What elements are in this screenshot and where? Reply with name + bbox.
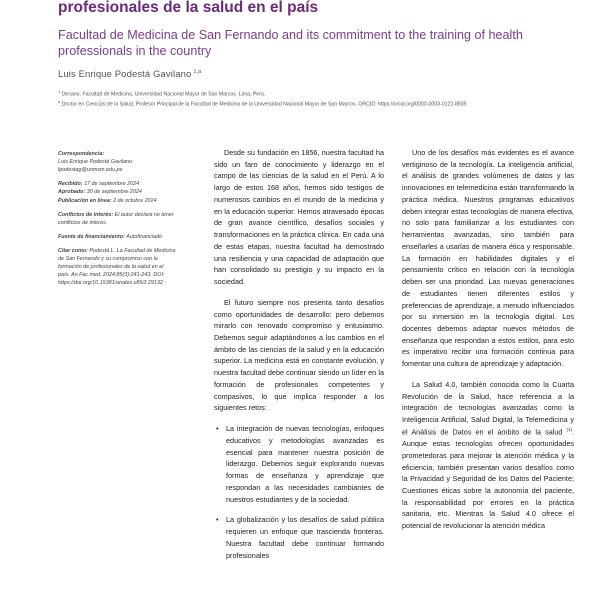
health-4-0-text: La Salud 4.0, también conocida como la Cuarta Revolución de la Salud, hace referencia a la integración de tecnologías avanzadas como la Inteligencia Artificial, Salud Digital, la Telemedicina y el Análisis de Datos en el ámbito de la salud (402, 379, 574, 437)
cite-value: Podestá L. La Facultad de Medicina de San Fernando y su compromiso con la formación de profesionales de la salud en el país. An Fac med. 2024;85(3):241-243. DOI: https://doi.org/10.15381/anales.v85i3.29132 (58, 247, 176, 287)
article-info-sidebar (58, 150, 176, 294)
article-title-spanish: profesionales de la salud en el país (58, 0, 319, 16)
approved-value: 30 de septiembre 2024 (86, 189, 142, 196)
body-column-2 (402, 147, 574, 541)
paragraph-technology-challenge: Uno de los desafíos más evidentes es el avance vertiginoso de la tecnología. La inteligencia artificial, el análisis de grandes volúmenes de datos y las innovaciones en telemedicina están transformando la práctica médica. Nuestros programas educativos deben integrar estas tecnologías de manera efectiva, no solo para familiarizar a los estudiantes con herramientas avanzadas, sino también para enseñarles a usarlas de manera ética y responsable. La formación en habilidades digitales y el pensamiento crítico en relación con la tecnología deben ser una prioridad. Las nuevas generaciones de estudiantes tienen diferentes estilos y preferencias de aprendizaje, a menudo influenciados por su inmersión en la tecnología digital. Los docentes debemos adaptar nuevos métodos de enseñanza que respondan a estos estilos, para esto es imperativo recibir una formación continua para fomentar una cultura de aprendizaje y adaptación. (402, 148, 574, 369)
list-item-technology-text: La integración de nuevas tecnologías, enfoques educativos y metodologías avanzadas es esencial para mantener nuestra posición de liderazgo. Debemos seguir explorando nuevas formas de enseñanza y aprendizaje que respondan a las necesidades cambiantes de nuestros estudiantes y de la sociedad. (226, 424, 384, 504)
funding-value: Autofinanciado (126, 233, 162, 240)
approved-label: Aprobado: (58, 189, 86, 196)
published-label: Publicación en línea: (58, 197, 112, 204)
bullet-icon: • (216, 424, 219, 434)
published-value: 2 de octubre 2024 (113, 197, 157, 204)
author-name: Luis Enrique Podestá Gavilano (58, 69, 192, 81)
paragraph-history: Desde su fundación en 1856, nuestra facultad ha sido un faro de conocimiento y liderazgo en el campo de las ciencias de la salud en el Perú. A lo largo de estos 168 años, hemos sido testigos de numerosos cambios en el mundo de la medicina y en la educación superior. Hemos atravesado épocas de gran avance científico, desafíos sociales y transformaciones en la práctica clínica. En cada una de estas etapas, nuestra facultad ha demostrado una resiliencia y una capacidad de adaptación que han consolidado su prestigio y su impacto en la sociedad. (214, 148, 384, 287)
author-sup: 1,a (193, 69, 202, 75)
list-item-globalization-text: La globalización y los desafíos de salud pública requieren un enfoque que trascienda fronteras. Nuestra facultad debe continuar formando profesionales (226, 515, 384, 560)
correspondence-block (58, 150, 176, 174)
citation-ref-1[interactable]: (1) (566, 426, 572, 432)
article-title-english: Facultad de Medicina de San Fernando and its commitment to the training of health professionals in the country (58, 28, 523, 59)
list-item-technology (214, 423, 384, 505)
correspondence-email[interactable]: lpodestag@unmsm.edu.pe (58, 167, 123, 174)
list-item-globalization (214, 514, 384, 561)
affiliation-1-text: Decano, Facultad de Medicina, Universidad Nacional Mayor de San Marcos. Lima, Perú. (61, 91, 266, 98)
correspondence-label: Correspondencia: (58, 151, 105, 157)
paragraph-future: El futuro siempre nos presenta tanto desafíos como oportunidades de desarrollo: pero debemos mirarlo con renovado compromiso y entusiasmo. Debemos seguir adaptándonos a los cambios en el ámbito de las ciencias de la salud y en la educación superior. La medicina está en constante evolución, y nuestra facultad debe continuar siendo un líder en la formación de profesionales competentes y compasivos, lo que implica responder a los siguientes retos: (214, 297, 384, 413)
author-line (58, 69, 201, 80)
conflicts-block (58, 211, 176, 227)
paragraph-health-4-0 (402, 379, 574, 532)
funding-block (58, 233, 176, 241)
received-label: Recibido: (58, 181, 83, 188)
affiliation-2-text: Doctor en Ciencias de la Salud, Profesor Principal de la Facultad de Medicina de la Universidad Nacional Mayor de San Marcos. ORCID: https://orcid.org/0000-0003-0122-8835 (61, 101, 467, 108)
received-value: 17 de septiembre 2024 (84, 181, 140, 188)
affiliation-1-sup: 1 (58, 89, 61, 94)
affiliation-2 (58, 99, 467, 108)
dates-block (58, 180, 176, 204)
funding-label: Fuente de financiamiento: (58, 233, 125, 240)
cite-block (58, 247, 176, 288)
affiliation-1 (58, 89, 265, 98)
affiliation-2-sup: a (58, 99, 61, 104)
correspondence-name: Luis Enrique Podestá Gavilano (58, 159, 133, 166)
bullet-icon: • (216, 515, 219, 525)
conflicts-label: Conflictos de interés: (58, 211, 114, 218)
health-4-0-continuation: . Aunque estas tecnologías ofrecen oportunidades prometedoras para mejorar la atención médica y la eficiencia, también presentan varios desafíos como la Privacidad y Seguridad de los Datos del Paciente; Cuestiones éticas sobre la autonomía del paciente, la responsabilidad por errores en la práctica sanitaria, etc. Mientras la Salud 4.0 ofrece el potencial de revolucionar la atención médica (402, 427, 574, 531)
conflicts-value: El autor declara no tener conflictos de interés. (58, 211, 174, 226)
body-column-1 (214, 147, 384, 570)
published-row (58, 197, 176, 205)
cite-label: Citar como: (58, 247, 88, 254)
received-row (58, 180, 176, 188)
approved-row (58, 188, 176, 196)
